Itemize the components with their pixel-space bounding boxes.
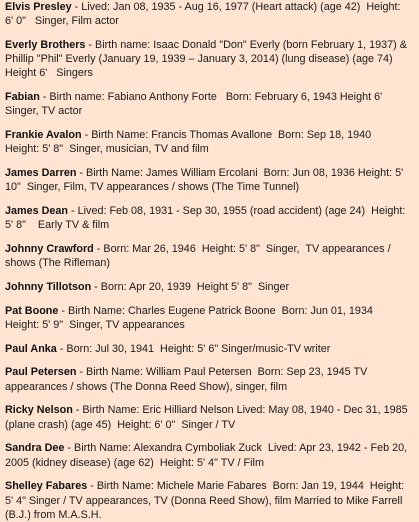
entry-text: Lived: Feb 08, 1931 - Sep 30, 1955 (road accident) (age 24) Height: 5' 8" Early TV & film [5,204,409,231]
entry-separator: - [87,480,97,493]
list-item [5,204,411,232]
entry-separator: - [76,366,87,379]
entry-text: Lived: Jan 08, 1935 - Aug 16, 1977 (Heart attack) (age 42) Height: 6' 0" Singer, Film actor [5,0,404,27]
list-item [5,242,411,270]
entry-separator: - [71,0,82,13]
entry-separator: - [85,38,96,51]
entry-text: Birth Name: William Paul Petersen Born: Sep 23, 1945 TV appearances / shows (The Donna Reed Show), singer, film [5,366,371,393]
entry-name: Pat Boone [5,304,59,317]
list-item [5,479,411,522]
entry-text: Birth Name: Charles Eugene Patrick Boone Born: Jun 01, 1934 Height: 5' 9" Singer, TV appearances [5,304,382,331]
entry-text: Birth Name: James William Ercolani Born: Jun 08, 1936 Height: 5' 10" Singer, Film, TV appearances / shows (The Time Tunnel) [5,166,407,193]
entry-separator: - [64,442,75,455]
entry-separator: - [39,90,50,103]
entry-name: Frankie Avalon [5,128,82,141]
entry-name: Paul Anka [5,342,57,355]
entry-name: Ricky Nelson [5,404,73,417]
list-item [5,0,411,28]
entry-text: Born: Apr 20, 1939 Height 5' 8" Singer [100,280,290,293]
list-item [5,280,411,294]
list-item [5,304,411,332]
entry-name: Elvis Presley [5,0,72,13]
entry-separator: - [91,280,101,293]
entry-separator: - [93,242,104,255]
entry-text: Birth name: Isaac Donald "Don" Everly (born February 1, 1937) & Phillip "Phil" Everly (January 19, 1939 – January 3, 2014) (lung disease) (age 74) Height 6' Singers [5,38,410,79]
list-item [5,403,411,431]
entry-text: Birth Name: Alexandra Cymboliak Zuck Lived: Apr 23, 1942 - Feb 20, 2005 (kidney disease) (age 62) Height: 5' 4" TV / Film [5,442,411,469]
entry-name: Fabian [5,90,40,103]
entry-separator: - [68,204,78,217]
list-item [5,342,411,356]
entry-text: Birth Name: Francis Thomas Avallone Born: Sep 18, 1940 Height: 5' 8" Singer, musician, TV and film [5,128,381,155]
list-item [5,128,411,156]
entry-name: Sandra Dee [5,442,65,455]
entry-name: Shelley Fabares [5,480,88,493]
entry-text: Birth name: Fabiano Anthony Forte Born: February 6, 1943 Height 6' Singer, TV actor [5,90,389,117]
entry-separator: - [72,404,83,417]
entry-name: James Dean [5,204,69,217]
entry-separator: - [76,166,87,179]
list-item [5,90,411,118]
list-item [5,365,411,393]
entry-text: Born: Mar 26, 1946 Height: 5' 8" Singer, TV appearances / shows (The Rifleman) [5,242,394,269]
entry-name: Johnny Crawford [5,242,94,255]
list-item [5,166,411,194]
entry-name: Everly Brothers [5,38,86,51]
entry-text: Born: Jul 30, 1941 Height: 5' 6" Singer/music-TV writer [66,342,331,355]
list-item [5,38,411,81]
entry-separator: - [58,304,68,317]
entry-separator: - [81,128,92,141]
entry-name: Johnny Tillotson [5,280,92,293]
list-item [5,441,411,469]
entry-text: Birth Name: Michele Marie Fabares Born: Jan 19, 1944 Height: 5' 4" Singer / TV appearances, TV (Donna Reed Show), film Married to Mike Farrell (B.J.) from M.A.S.H. [5,480,408,521]
entry-separator: - [56,342,67,355]
entry-text: Birth Name: Eric Hilliard Nelson Lived: May 08, 1940 - Dec 31, 1985 (plane crash) (age 45) Height: 6' 0" Singer / TV [5,404,411,431]
entry-name: Paul Petersen [5,366,77,379]
entry-name: James Darren [5,166,77,179]
